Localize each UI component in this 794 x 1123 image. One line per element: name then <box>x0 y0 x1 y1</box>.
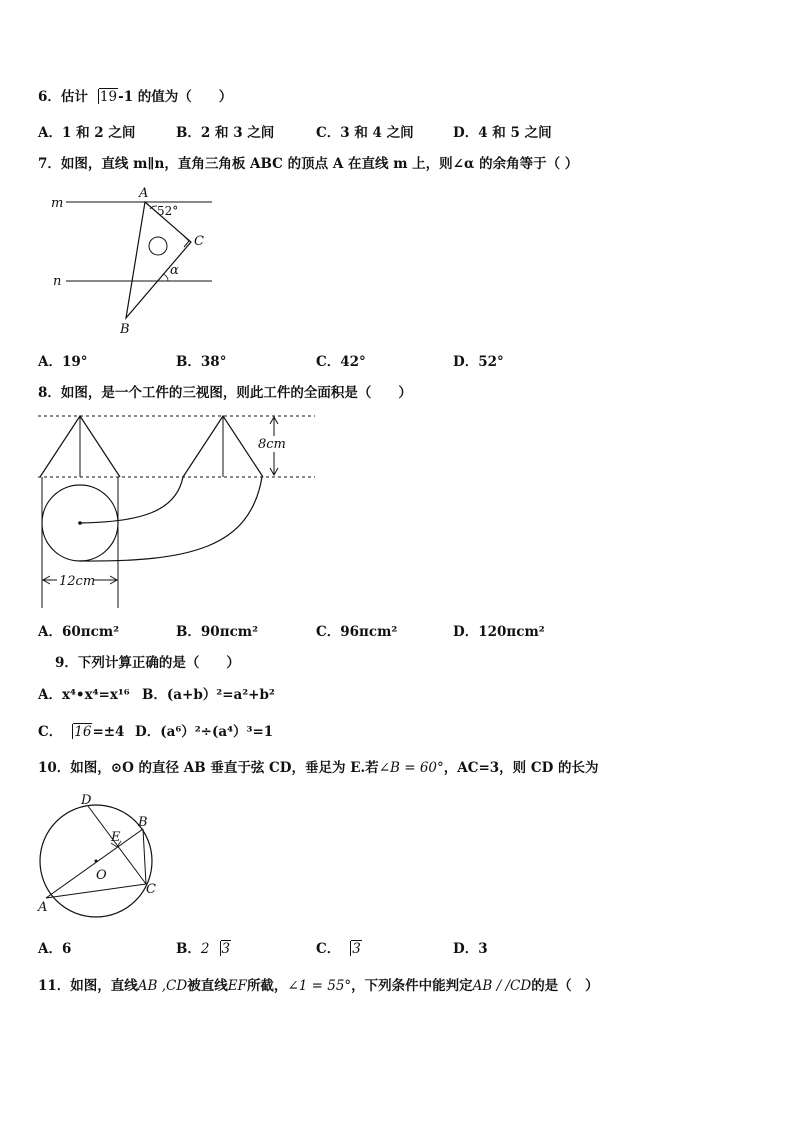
q11-mid2: 所截， <box>246 978 288 994</box>
q11-mid: 被直线 <box>187 978 228 994</box>
q9-option-d: D．(a⁶）²÷(a⁴）³=1 <box>135 724 274 740</box>
q10-option-c <box>316 939 362 959</box>
q8-option-a: A．60πcm² <box>38 624 120 640</box>
q10-option-c-radicand: 3 <box>352 941 361 957</box>
q6-pre: 估计 <box>60 89 88 105</box>
q10-segment-AC <box>46 884 146 898</box>
q11-mid3: ，下列条件中能判定 <box>351 978 473 994</box>
q11-parallel: AB / /CD <box>472 978 532 994</box>
q10-option-b-sqrt <box>212 939 232 959</box>
q6-option-c: C．3 和 4 之间 <box>316 125 414 141</box>
q7-label-52: 52° <box>157 204 179 218</box>
q7-option-c: C．42° <box>316 354 366 370</box>
q10-label-E: E <box>111 830 121 845</box>
q6-number: 6． <box>38 89 61 105</box>
q7-label-m: m <box>51 196 64 211</box>
q7-label-n: n <box>53 274 62 289</box>
q11-ef: EF <box>227 978 247 994</box>
q10-diameter-AB <box>46 829 143 898</box>
q11-lines: AB ,CD <box>137 978 188 994</box>
q10-label-D: D <box>81 793 92 808</box>
q7-option-b: B．38° <box>176 354 227 370</box>
q6-radicand: 19 <box>99 89 118 105</box>
q7-option-a: A．19° <box>38 354 88 370</box>
q7-label-B: B <box>120 322 130 337</box>
q10-label-C: C <box>146 882 156 897</box>
q10-option-b-coef: 2 <box>200 941 210 957</box>
q10-option-b-label: B． <box>176 941 201 957</box>
q11-angle: ∠1 = 55° <box>287 978 352 994</box>
q10-option-c-label: C． <box>316 941 341 957</box>
q10-center-dot <box>95 860 98 863</box>
q9-option-c-label: C． <box>38 724 63 740</box>
q10-angle-expr: ∠B = 60° <box>378 760 444 776</box>
q10-label-B: B <box>138 815 148 830</box>
q8-option-b: B．90πcm² <box>176 624 258 640</box>
q9-option-c-radicand: 16 <box>74 724 92 740</box>
q10-pre: 10．如图，⊙O 的直径 AB 垂直于弦 CD，垂足为 E.若 <box>38 760 379 776</box>
q8-width-label: 12cm <box>59 574 96 589</box>
q9-option-c-rest: =±4 <box>92 724 125 740</box>
q7-label-A: A <box>139 186 149 201</box>
q8-option-d: D．120πcm² <box>453 624 545 640</box>
q10-label-A: A <box>38 900 48 915</box>
q6-option-d: D．4 和 5 之间 <box>453 125 552 141</box>
q9-option-a: A．x⁴•x⁴=x¹⁶ <box>38 687 130 703</box>
q6-option-b: B．2 和 3 之间 <box>176 125 275 141</box>
q8-option-c: C．96πcm² <box>316 624 398 640</box>
q8-height-label: 8cm <box>258 437 286 452</box>
q9-option-b: B．(a+b）²=a²+b² <box>142 687 275 703</box>
q10-option-c-sqrt <box>342 939 362 959</box>
q10-post: ，AC=3，则 CD 的长为 <box>443 760 599 776</box>
q11-post: 的是（ ） <box>531 978 599 994</box>
question-7-text: 7．如图，直线 m∥n，直角三角板 ABC 的顶点 A 在直线 m 上，则∠α 的余角等于（ ） <box>38 156 579 172</box>
q7-option-d: D．52° <box>453 354 504 370</box>
q10-option-d: D．3 <box>453 941 488 957</box>
q10-segment-BC <box>143 829 146 884</box>
q10-label-O: O <box>96 868 107 883</box>
q10-option-b <box>176 939 231 959</box>
question-11 <box>38 976 599 996</box>
q10-option-a: A．6 <box>38 941 72 957</box>
q7-label-C: C <box>194 234 204 249</box>
q7-label-alpha: α <box>170 263 179 278</box>
q10-option-b-radicand: 3 <box>221 941 231 957</box>
question-8-text: 8．如图，是一个工件的三视图，则此工件的全面积是（ ） <box>38 385 412 401</box>
q6-post: -1 的值为（ ） <box>118 89 233 105</box>
q11-pre: 11．如图，直线 <box>38 978 138 994</box>
question-9-text: 9．下列计算正确的是（ ） <box>55 655 240 671</box>
q6-option-a: A．1 和 2 之间 <box>38 125 136 141</box>
